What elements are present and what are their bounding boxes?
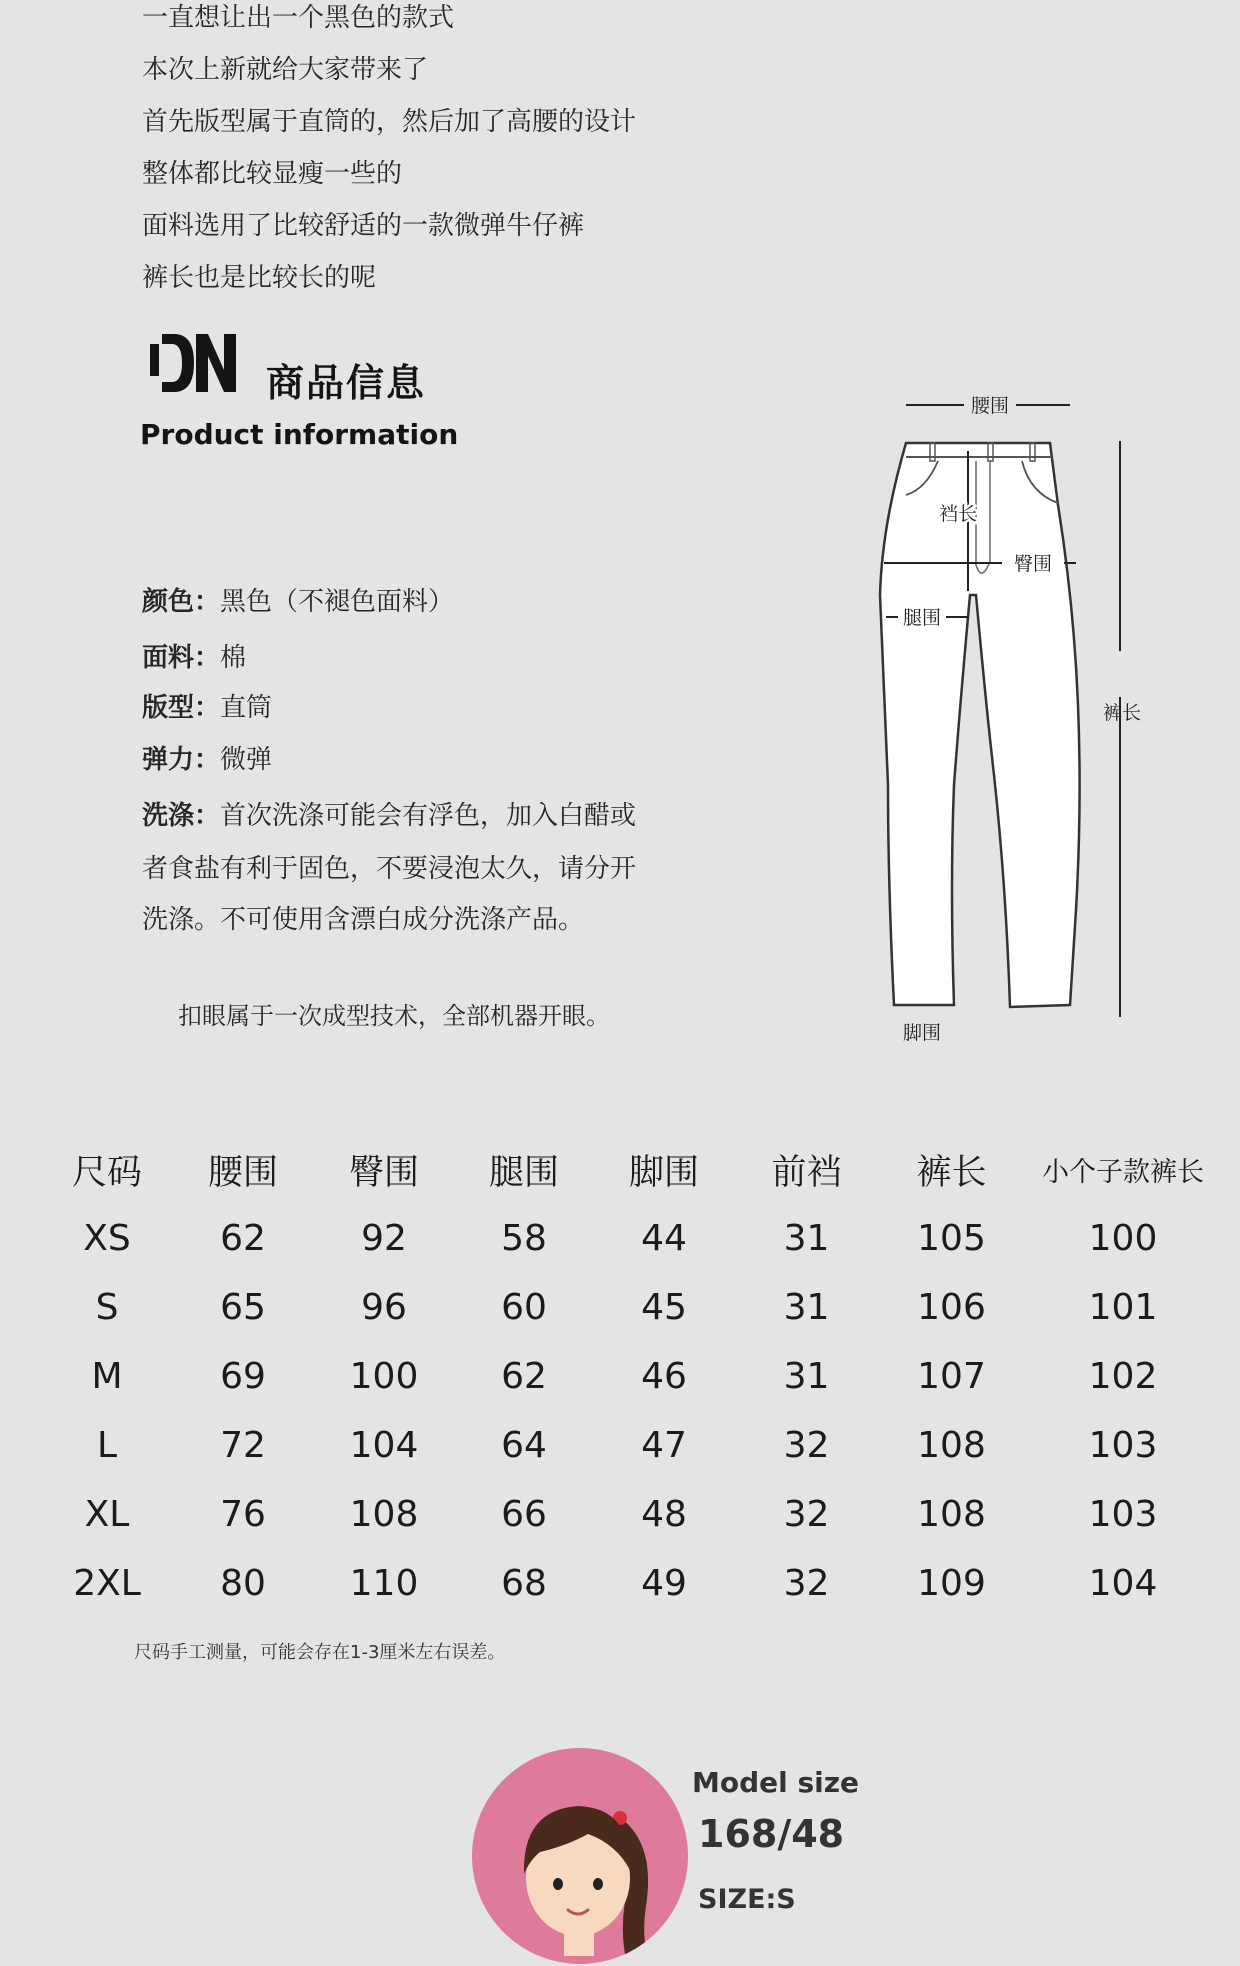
spec-care-value: 首次洗涤可能会有浮色，加入白醋或 bbox=[220, 801, 637, 831]
intro-line: 面料选用了比较舒适的一款微弹牛仔裤 bbox=[142, 211, 585, 241]
header-front-rise: 前裆 bbox=[771, 1152, 842, 1193]
spec-fit-value: 直筒 bbox=[220, 693, 273, 723]
table-cell: L bbox=[96, 1425, 118, 1466]
header-petite-length: 小个子款裤长 bbox=[1042, 1157, 1204, 1188]
table-cell: 72 bbox=[220, 1425, 266, 1466]
girl-avatar-icon bbox=[470, 1746, 690, 1966]
diagram-hem-label: 脚围 bbox=[902, 1022, 942, 1044]
dn-brand-logo-icon bbox=[150, 330, 236, 396]
table-cell: 109 bbox=[917, 1563, 986, 1604]
intro-line: 裤长也是比较长的呢 bbox=[142, 263, 377, 293]
spec-care-label: 洗涤： bbox=[142, 801, 221, 831]
table-cell: 66 bbox=[501, 1494, 547, 1535]
spec-care-line: 者食盐有利于固色，不要浸泡太久，请分开 bbox=[142, 854, 637, 884]
intro-line: 一直想让出一个黑色的款式 bbox=[142, 3, 455, 33]
table-cell: 108 bbox=[349, 1494, 419, 1535]
diagram-rise-label: 裆长 bbox=[938, 503, 978, 525]
table-row bbox=[42, 1411, 1222, 1480]
spec-fit bbox=[142, 692, 272, 724]
spec-stretch-value: 微弹 bbox=[220, 745, 273, 775]
intro-line: 本次上新就给大家带来了 bbox=[142, 55, 429, 85]
header-size: 尺码 bbox=[71, 1152, 142, 1193]
table-cell: 47 bbox=[641, 1425, 687, 1466]
measurement-note: 尺码手工测量，可能会存在1-3厘米左右误差。 bbox=[134, 1642, 506, 1663]
table-cell: 32 bbox=[783, 1425, 830, 1466]
table-cell: 62 bbox=[220, 1218, 266, 1259]
model-size-label: SIZE:S bbox=[698, 1884, 796, 1915]
section-title-en: Product information bbox=[140, 418, 459, 451]
size-table-header bbox=[42, 1135, 1222, 1204]
table-cell: 80 bbox=[220, 1563, 266, 1604]
diagram-waist-label: 腰围 bbox=[970, 395, 1010, 417]
table-cell: 105 bbox=[917, 1218, 986, 1259]
size-table bbox=[42, 1135, 1222, 1618]
table-cell: 2XL bbox=[73, 1563, 141, 1604]
table-cell: 76 bbox=[220, 1494, 266, 1535]
table-cell: 100 bbox=[349, 1356, 419, 1397]
model-stats: 168/48 bbox=[698, 1812, 845, 1856]
table-cell: 108 bbox=[917, 1494, 986, 1535]
header-thigh: 腿围 bbox=[488, 1152, 559, 1193]
header-length: 裤长 bbox=[916, 1152, 987, 1193]
header-waist: 腰围 bbox=[207, 1152, 278, 1193]
table-cell: 103 bbox=[1088, 1494, 1158, 1535]
spec-fit-label: 版型： bbox=[142, 693, 221, 723]
intro-line: 首先版型属于直筒的，然后加了高腰的设计 bbox=[142, 107, 637, 137]
table-cell: 32 bbox=[783, 1563, 830, 1604]
table-row bbox=[42, 1342, 1222, 1411]
spec-color-label: 颜色： bbox=[142, 587, 221, 617]
table-cell: 31 bbox=[783, 1356, 830, 1397]
spec-color bbox=[142, 586, 454, 618]
table-cell: 103 bbox=[1088, 1425, 1158, 1466]
table-cell: 46 bbox=[641, 1356, 687, 1397]
jeans-outline-icon bbox=[870, 385, 1170, 1050]
spec-color-value: 黑色（不褪色面料） bbox=[220, 587, 455, 617]
diagram-length-label: 裤长 bbox=[1102, 702, 1142, 724]
table-cell: 64 bbox=[501, 1425, 547, 1466]
table-cell: 110 bbox=[349, 1563, 419, 1604]
table-cell: XL bbox=[84, 1494, 130, 1535]
header-hip: 臀围 bbox=[348, 1152, 419, 1193]
table-cell: 104 bbox=[349, 1425, 419, 1466]
diagram-hip-label: 臀围 bbox=[1013, 553, 1053, 575]
table-row bbox=[42, 1273, 1222, 1342]
table-cell: 102 bbox=[1088, 1356, 1158, 1397]
table-cell: 100 bbox=[1088, 1218, 1158, 1259]
table-cell: 31 bbox=[783, 1287, 830, 1328]
spec-care bbox=[142, 800, 636, 832]
table-cell: 32 bbox=[783, 1494, 830, 1535]
spec-fabric bbox=[142, 642, 246, 674]
intro-line: 整体都比较显瘦一些的 bbox=[142, 159, 403, 189]
buttonhole-note: 扣眼属于一次成型技术，全部机器开眼。 bbox=[178, 1002, 610, 1030]
table-row bbox=[42, 1480, 1222, 1549]
spec-fabric-label: 面料： bbox=[142, 643, 221, 673]
table-cell: 44 bbox=[641, 1218, 687, 1259]
spec-stretch bbox=[142, 744, 272, 776]
table-cell: 108 bbox=[917, 1425, 986, 1466]
table-cell: 68 bbox=[501, 1563, 547, 1604]
table-cell: 31 bbox=[783, 1218, 830, 1259]
model-size-title: Model size bbox=[692, 1766, 860, 1799]
spec-care-line: 洗涤。不可使用含漂白成分洗涤产品。 bbox=[142, 905, 585, 935]
table-row bbox=[42, 1549, 1222, 1618]
table-cell: 49 bbox=[641, 1563, 687, 1604]
table-cell: 58 bbox=[501, 1218, 547, 1259]
header-hem: 脚围 bbox=[628, 1152, 699, 1193]
table-cell: 96 bbox=[361, 1287, 407, 1328]
table-cell: M bbox=[91, 1356, 123, 1397]
spec-stretch-label: 弹力： bbox=[142, 745, 221, 775]
table-cell: 107 bbox=[917, 1356, 986, 1397]
table-cell: 106 bbox=[917, 1287, 986, 1328]
table-cell: 104 bbox=[1088, 1563, 1158, 1604]
section-title-zh: 商品信息 bbox=[266, 361, 427, 405]
table-cell: 45 bbox=[641, 1287, 687, 1328]
table-cell: 62 bbox=[501, 1356, 547, 1397]
table-cell: XS bbox=[83, 1218, 131, 1259]
diagram-thigh-label: 腿围 bbox=[902, 607, 942, 629]
spec-fabric-value: 棉 bbox=[220, 643, 247, 673]
table-cell: 48 bbox=[641, 1494, 687, 1535]
table-cell: 65 bbox=[220, 1287, 266, 1328]
table-cell: 60 bbox=[501, 1287, 547, 1328]
table-cell: S bbox=[95, 1287, 119, 1328]
table-cell: 69 bbox=[220, 1356, 266, 1397]
table-row bbox=[42, 1204, 1222, 1273]
table-cell: 92 bbox=[361, 1218, 407, 1259]
table-cell: 101 bbox=[1088, 1287, 1158, 1328]
